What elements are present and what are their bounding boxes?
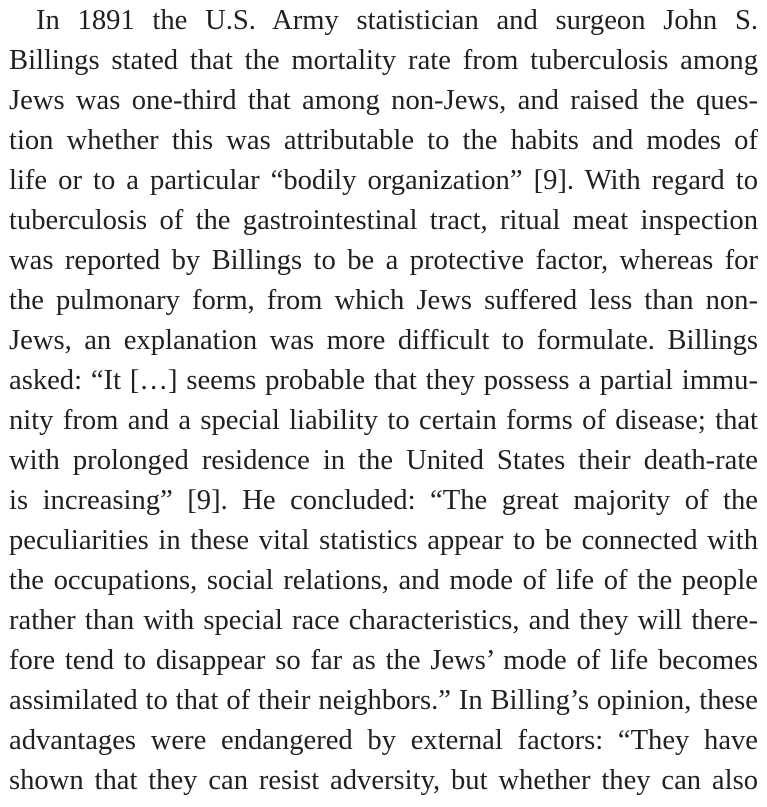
- text-line-6: tuberculosis of the gastrointestinal tract, ritual meat inspection: [9, 205, 758, 236]
- text-line-4: tion whether this was attributable to the habits and modes of: [9, 125, 758, 156]
- text-line-15: the occupations, social relations, and mode of life of the people: [9, 565, 758, 596]
- text-line-2: Billings stated that the mortality rate from tuberculosis among: [9, 45, 758, 76]
- text-line-5: life or to a particular “bodily organization” [9]. With regard to: [9, 165, 758, 196]
- text-line-14: peculiarities in these vital statistics appear to be connected with: [9, 525, 758, 556]
- text-line-13: is increasing” [9]. He concluded: “The great majority of the: [9, 485, 758, 516]
- text-line-3: Jews was one-third that among non-Jews, and raised the ques-: [9, 85, 758, 116]
- text-line-10: asked: “It […] seems probable that they possess a partial immu-: [9, 365, 758, 396]
- text-line-9: Jews, an explanation was more difficult to formulate. Billings: [9, 325, 758, 356]
- text-line-7: was reported by Billings to be a protective factor, whereas for: [9, 245, 758, 276]
- text-line-19: advantages were endangered by external factors: “They have: [9, 725, 758, 756]
- text-line-17: fore tend to disappear so far as the Jews’ mode of life becomes: [9, 645, 758, 676]
- text-line-11: nity from and a special liability to certain forms of disease; that: [9, 405, 758, 436]
- text-line-1: In 1891 the U.S. Army statistician and surgeon John S.: [36, 5, 758, 36]
- text-line-8: the pulmonary form, from which Jews suffered less than non-: [9, 285, 758, 316]
- text-line-18: assimilated to that of their neighbors.” In Billing’s opinion, these: [9, 685, 758, 716]
- text-line-16: rather than with special race characteristics, and they will there-: [9, 605, 758, 636]
- text-line-20: shown that they can resist adversity, but whether they can also: [9, 765, 758, 796]
- text-line-12: with prolonged residence in the United States their death-rate: [9, 445, 758, 476]
